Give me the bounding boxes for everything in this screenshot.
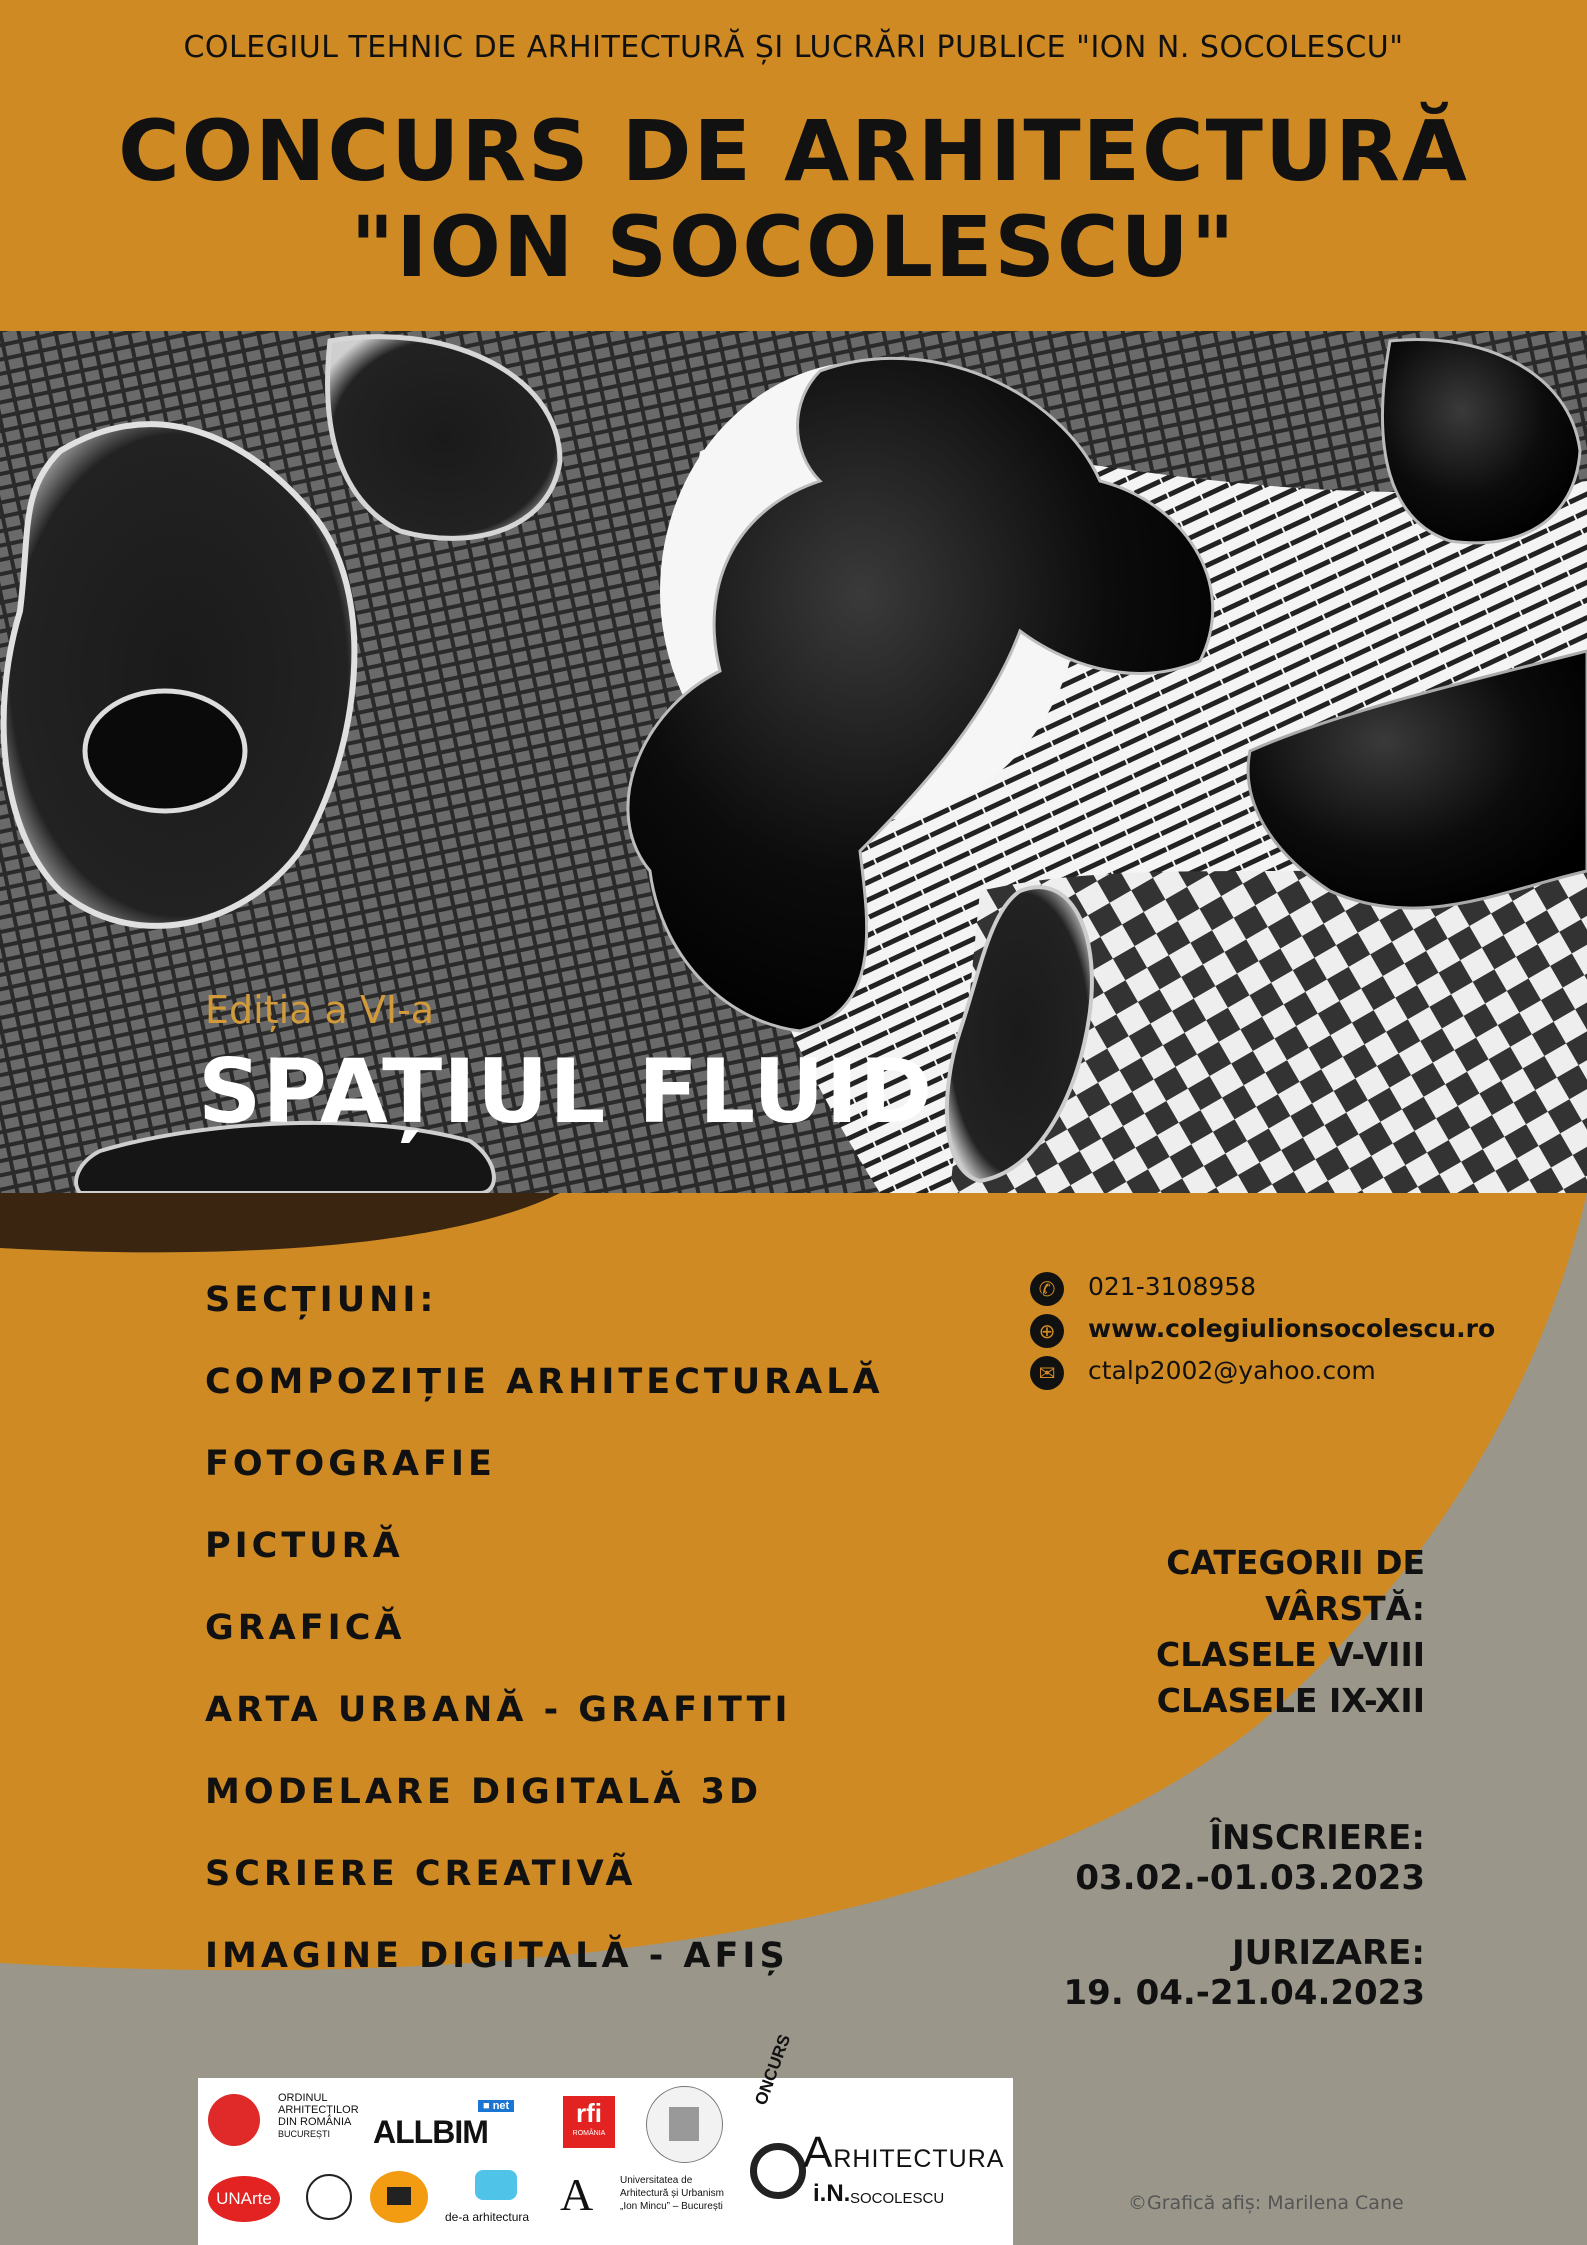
uauim-text-line: Universitatea de xyxy=(620,2175,693,2186)
section-item: PICTURĂ xyxy=(205,1526,404,1566)
socolescu-word: SOCOLESCU xyxy=(850,2190,945,2207)
age-group-2: CLASELE IX-XII xyxy=(1156,1681,1425,1720)
judging-block xyxy=(1064,1933,1426,2013)
age-categories-heading-line1: CATEGORII DE xyxy=(1166,1543,1425,1582)
section-item: ARTA URBANĂ - GRAFITTI xyxy=(205,1690,792,1730)
website-link[interactable]: www.colegiulionsocolescu.ro xyxy=(1088,1314,1496,1343)
contest-title-line2: "ION SOCOLESCU" xyxy=(350,198,1237,296)
phone-icon: ✆ xyxy=(1030,1272,1064,1306)
school-seal-icon xyxy=(646,2086,723,2163)
registration-label: ÎNSCRIERE: xyxy=(1209,1818,1425,1858)
theme-title: SPAȚIUL FLUID xyxy=(198,1040,934,1143)
uauim-text-line: Arhitectură și Urbanism xyxy=(620,2188,724,2199)
section-item: COMPOZIȚIE ARHITECTURALĂ xyxy=(205,1362,884,1402)
arhitectura-word: RHITECTURA xyxy=(833,2145,1005,2173)
age-group-1: CLASELE V-VIII xyxy=(1156,1635,1425,1674)
unarte-logo: UNArte xyxy=(208,2176,280,2222)
dea-character-icon xyxy=(475,2170,517,2200)
section-item: SCRIERE CREATIVÃ xyxy=(205,1854,637,1894)
dea-wordmark: de-a arhitectura xyxy=(445,2210,530,2224)
sections-heading: SECȚIUNI: xyxy=(205,1280,438,1320)
registration-block xyxy=(1075,1818,1425,1898)
rfi-wordmark: rfi xyxy=(576,2098,602,2128)
concurs-logo xyxy=(748,2031,1008,2238)
concurs-ring-icon xyxy=(750,2143,806,2199)
judging-period: 19. 04.-21.04.2023 xyxy=(1063,1973,1425,2013)
graphic-credit: ©Grafică afiș: Marilena Cane xyxy=(1128,2192,1404,2214)
rfi-subtitle: ROMÂNIA xyxy=(572,2130,606,2137)
oar-text-line: BUCUREȘTI xyxy=(278,2129,331,2139)
oar-emblem-icon xyxy=(208,2094,260,2146)
uauim-a-icon: A xyxy=(560,2169,594,2220)
registration-period: 03.02.-01.03.2023 xyxy=(1075,1858,1425,1898)
partner-logos xyxy=(198,2031,1013,2245)
arhitectura-wordmark: ARHITECTURA xyxy=(803,2128,1005,2177)
section-item: MODELARE DIGITALĂ 3D xyxy=(205,1772,763,1812)
concurs-word: ONCURS xyxy=(751,2031,795,2108)
in-initials: i.N. xyxy=(813,2180,851,2207)
email-link[interactable]: ctalp2002@yahoo.com xyxy=(1088,1356,1376,1385)
email-icon: ✉ xyxy=(1030,1356,1064,1390)
judging-label: JURIZARE: xyxy=(1231,1933,1425,1973)
university-seal-icon xyxy=(306,2174,352,2220)
allbim-wordmark: ALLBIM xyxy=(373,2114,488,2150)
globe-icon: ⊕ xyxy=(1030,1314,1064,1348)
school-name: COLEGIUL TEHNIC DE ARHITECTURĂ ȘI LUCRĂRI PUBLICE "ION N. SOCOLESCU" xyxy=(183,30,1404,65)
section-item: GRAFICĂ xyxy=(205,1608,406,1648)
uauim-logo xyxy=(560,2168,740,2232)
edition-label: Ediția a VI-a xyxy=(205,988,435,1032)
rfi-logo xyxy=(563,2096,615,2148)
dea-arhitectura-logo xyxy=(443,2170,553,2230)
uauim-text-line: „Ion Mincu” – București xyxy=(620,2201,723,2212)
age-categories xyxy=(1156,1540,1425,1724)
oar-text-line: ORDINUL xyxy=(278,2092,328,2104)
phone-number: 021-3108958 xyxy=(1088,1272,1257,1301)
age-categories-heading-line2: VÂRSTĂ: xyxy=(1265,1589,1425,1628)
section-item: IMAGINE DIGITALĂ - AFIȘ xyxy=(205,1936,789,1976)
allbim-badge: ■ net xyxy=(478,2100,514,2112)
oar-text-line: ARHITECȚILOR xyxy=(278,2104,359,2116)
orange-circle-logo-icon xyxy=(370,2171,428,2223)
oar-text-line: DIN ROMÂNIA xyxy=(278,2116,352,2128)
contest-title-line1: CONCURS DE ARHITECTURĂ xyxy=(118,102,1469,200)
section-item: FOTOGRAFIE xyxy=(205,1444,496,1484)
